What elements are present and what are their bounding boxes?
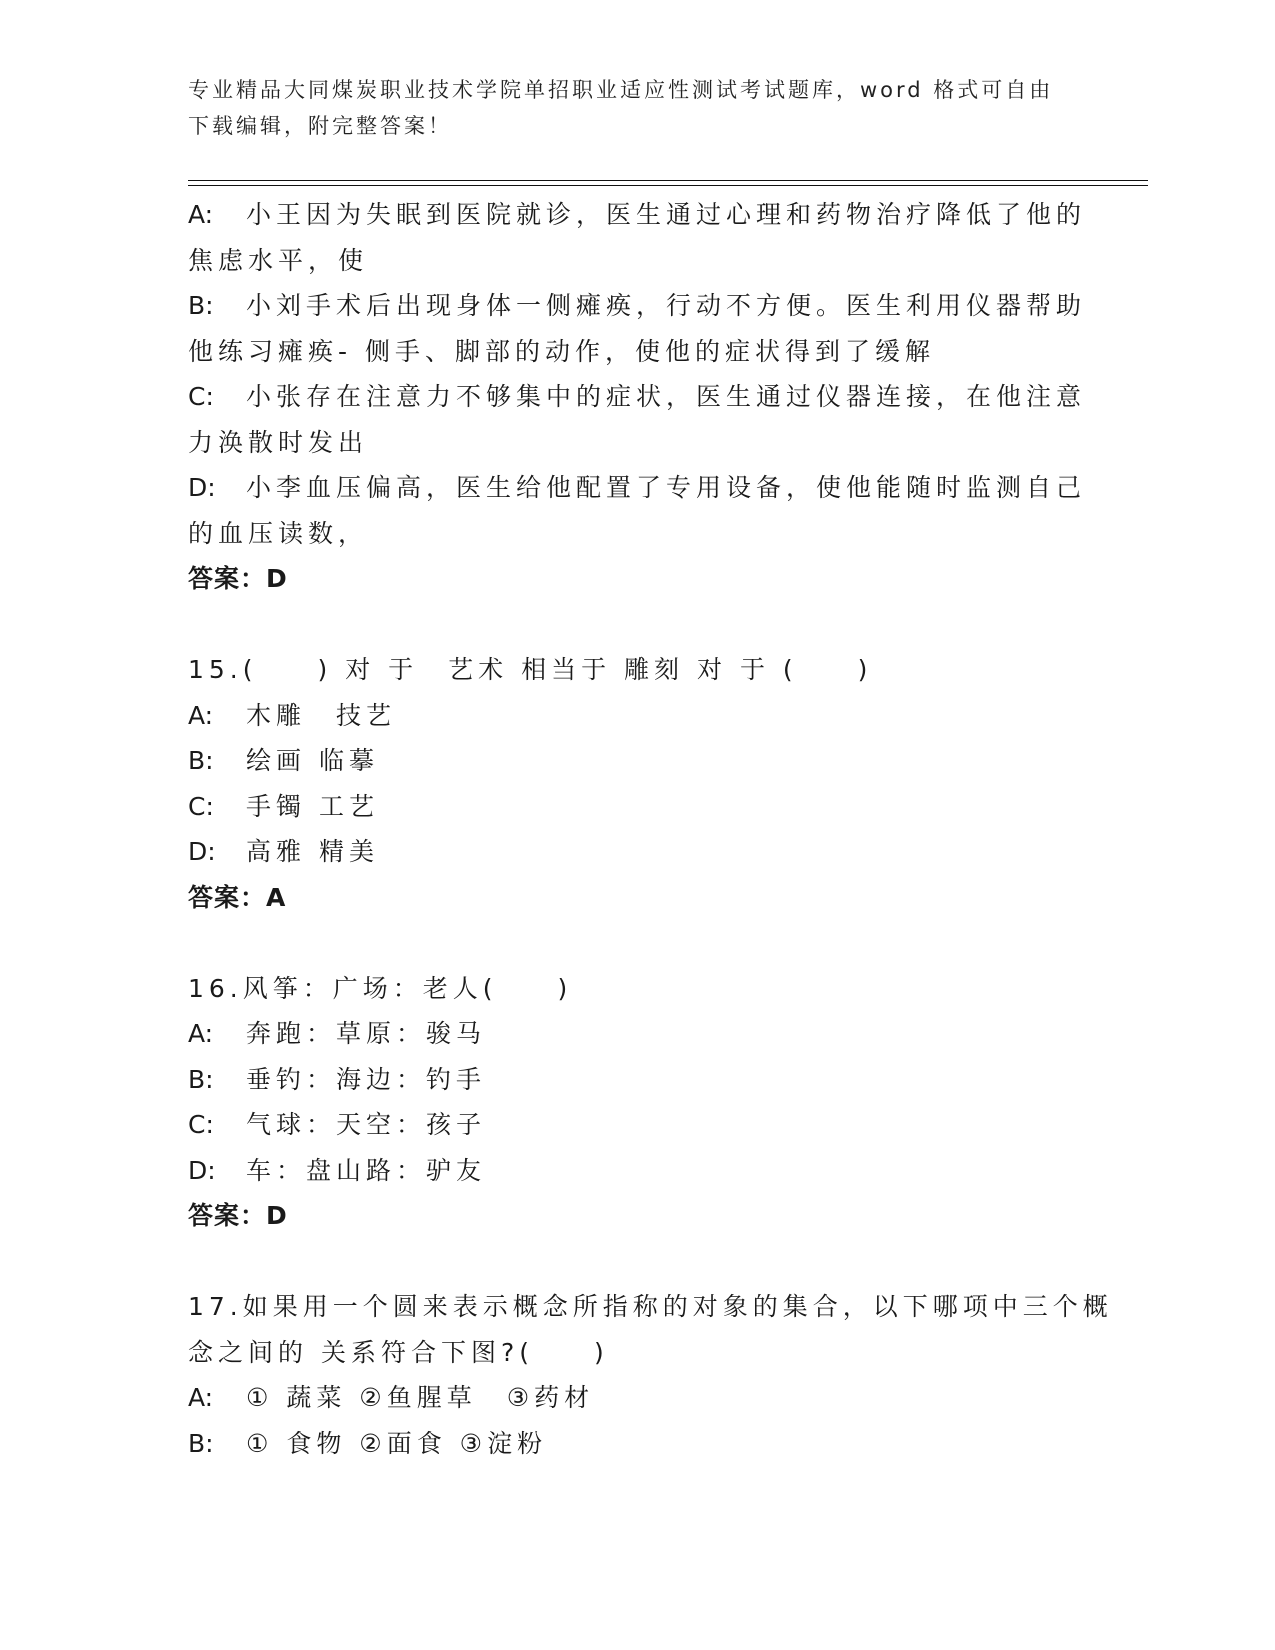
q15-option-d	[188, 829, 1088, 875]
q16-answer: 答案：D	[188, 1201, 288, 1230]
option-label: C:	[188, 1110, 214, 1139]
q15-stem: 15.( ) 对 于 艺术 相当于 雕刻 对 于 ( )	[188, 655, 873, 684]
q14-answer: 答案：D	[188, 564, 288, 593]
option-text: ① 蔬菜 ②鱼腥草 ③药材	[246, 1383, 595, 1412]
option-text: 绘画 临摹	[246, 746, 379, 775]
option-text: 小张存在注意力不够集中的症状，医生通过仪器连接，在他注意	[246, 382, 1087, 411]
option-label: D:	[188, 837, 216, 866]
q14-option-d-cont: 的血压读数，	[188, 518, 369, 548]
option-label: B:	[188, 1428, 214, 1458]
header-divider-top	[188, 180, 1148, 181]
q14-option-c	[188, 374, 1088, 420]
q14-option-b-cont: 他练习瘫痪- 侧手、脚部的动作，使他的症状得到了缓解	[188, 336, 935, 366]
q17-option-b	[188, 1421, 1088, 1467]
option-label: A:	[188, 700, 214, 730]
spacer	[188, 920, 1088, 966]
option-text: 木雕 技艺	[246, 700, 397, 730]
question-content	[188, 192, 1113, 1466]
q16-option-a	[188, 1011, 1088, 1057]
q15-option-c	[188, 784, 1088, 830]
q16-option-d	[188, 1148, 1088, 1194]
q14-option-c-cont: 力涣散时发出	[188, 427, 369, 457]
header-line-2: 下载编辑，附完整答案！	[188, 114, 452, 138]
q16-option-c	[188, 1102, 1088, 1148]
question-17	[188, 1284, 1113, 1466]
option-text: 高雅 精美	[246, 837, 379, 866]
option-label: A:	[188, 1019, 214, 1048]
spacer	[188, 602, 1088, 648]
option-text: 小李血压偏高，医生给他配置了专用设备，使他能随时监测自己	[246, 473, 1087, 502]
option-text: 奔跑：草原：骏马	[246, 1019, 487, 1048]
q17-option-a	[188, 1375, 1088, 1421]
option-label: B:	[188, 746, 214, 775]
question-14	[188, 192, 1088, 602]
header-line-1: 专业精品大同煤炭职业技术学院单招职业适应性测试考试题库，word 格式可自由	[188, 78, 1054, 102]
option-label: A:	[188, 200, 214, 229]
document-header	[188, 72, 1068, 144]
q15-option-b	[188, 738, 1088, 784]
option-text: 气球：天空：孩子	[246, 1110, 487, 1139]
option-label: C:	[188, 791, 214, 821]
option-text: ① 食物 ②面食 ③淀粉	[246, 1428, 548, 1458]
option-text: 垂钓：海边：钓手	[246, 1064, 487, 1094]
q17-stem-line-1: 17.如果用一个圆来表示概念所指称的对象的集合，以下哪项中三个概	[188, 1292, 1113, 1321]
option-label: D:	[188, 473, 216, 502]
q15-answer: 答案：A	[188, 882, 287, 912]
option-text: 车：盘山路：驴友	[246, 1155, 487, 1185]
question-15	[188, 647, 1088, 920]
q14-option-a-cont: 焦虑水平，使	[188, 245, 369, 275]
option-label: B:	[188, 1064, 214, 1094]
q14-option-a	[188, 192, 1088, 238]
q16-option-b	[188, 1057, 1088, 1103]
option-text: 小刘手术后出现身体一侧瘫痪，行动不方便。医生利用仪器帮助	[246, 291, 1087, 320]
q14-option-b	[188, 283, 1088, 329]
q15-option-a	[188, 693, 1088, 739]
option-text: 小王因为失眠到医院就诊，医生通过心理和药物治疗降低了他的	[246, 200, 1087, 229]
q17-stem-line-2: 念之间的 关系符合下图?( )	[188, 1337, 609, 1367]
q16-stem: 16.风筝：广场：老人( )	[188, 973, 573, 1003]
option-label: C:	[188, 382, 214, 411]
option-text: 手镯 工艺	[246, 791, 379, 821]
spacer	[188, 1239, 1088, 1285]
option-label: D:	[188, 1155, 216, 1185]
header-divider-bottom	[188, 185, 1148, 186]
option-label: A:	[188, 1383, 214, 1412]
q14-option-d	[188, 465, 1088, 511]
question-16	[188, 966, 1088, 1239]
option-label: B:	[188, 291, 214, 320]
